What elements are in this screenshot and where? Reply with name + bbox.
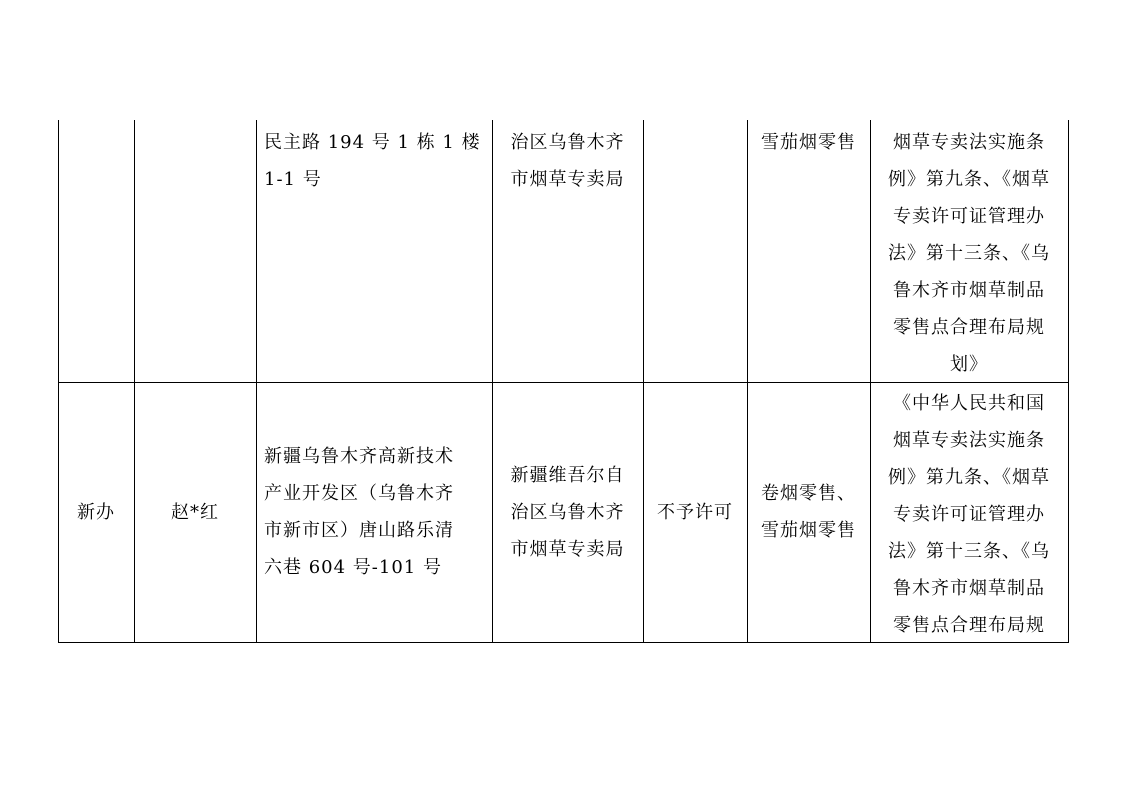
table-row-2-basis <box>870 385 1068 642</box>
cell-text: 《中华人民共和国 烟草专卖法实施条 例》第九条、《烟草 专卖许可证管理办 法》第十三条、《乌 鲁木齐市烟草制品 零售点合理布局规 <box>888 393 1050 636</box>
table-row-2-applicant <box>134 382 256 642</box>
table-row-2-type <box>58 382 134 642</box>
table-row-2-scope <box>747 382 870 642</box>
table-row-2-authority <box>492 382 643 642</box>
cell-text: 雪茄烟零售 <box>761 132 856 153</box>
table-row-1-type <box>58 120 134 382</box>
cell-text: 新疆维吾尔自 治区乌鲁木齐 市烟草专卖局 <box>510 464 625 560</box>
cell-text: 新办 <box>77 501 115 523</box>
table-row-1-basis <box>870 124 1068 382</box>
table-row-1-decision <box>643 124 747 382</box>
table-row-2-decision <box>643 382 747 642</box>
cell-text: 治区乌鲁木齐 市烟草专卖局 <box>510 132 625 190</box>
table-row-1-scope <box>747 124 870 382</box>
table-row-1-address <box>256 124 492 382</box>
cell-text: 卷烟零售、 雪茄烟零售 <box>761 483 856 541</box>
cell-text: 赵*红 <box>171 501 219 523</box>
table-row-2-address <box>256 382 492 642</box>
table-row-1-authority <box>492 124 643 382</box>
cell-text: 新疆乌鲁木齐高新技术 产业开发区（乌鲁木齐 市新市区）唐山路乐清 六巷 604 号-101 号 <box>264 446 454 578</box>
permit-decision-table <box>58 120 1069 643</box>
cell-text: 不予许可 <box>657 501 733 523</box>
cell-text: 烟草专卖法实施条 例》第九条、《烟草 专卖许可证管理办 法》第十三条、《乌 鲁木齐市烟草制品 零售点合理布局规 划》 <box>888 132 1050 375</box>
table-row-1-applicant <box>134 120 256 382</box>
cell-text: 民主路 194 号 1 栋 1 楼 1-1 号 <box>264 132 481 190</box>
